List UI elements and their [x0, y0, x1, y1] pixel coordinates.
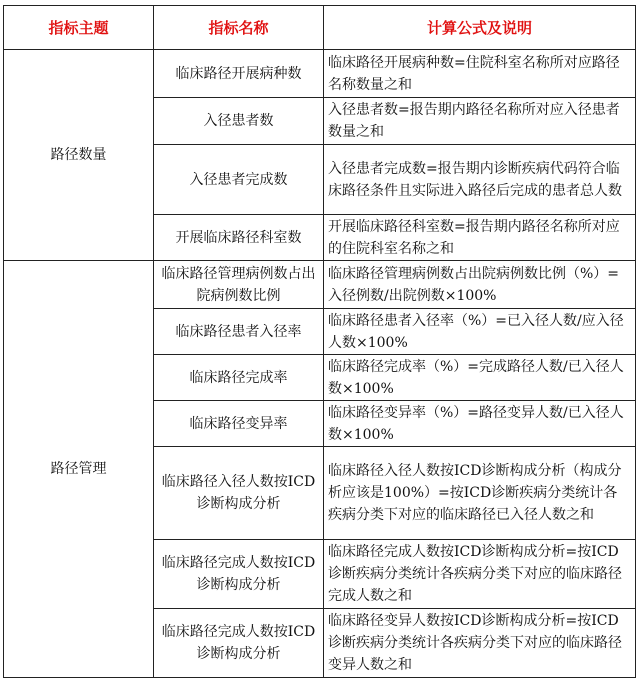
metric-name-cell: 临床路径完成率: [154, 355, 324, 401]
header-topic: 指标主题: [4, 6, 154, 50]
table-row: [4, 50, 636, 98]
topic-cell: 路径数量: [4, 50, 154, 261]
formula-cell: 临床路径患者入径率（%）=已入径人数/应入径人数×100%: [324, 309, 636, 355]
metric-name-cell: 临床路径变异率: [154, 401, 324, 447]
metric-name-cell: 临床路径入径人数按ICD诊断构成分析: [154, 447, 324, 540]
metric-name-cell: 入径患者完成数: [154, 145, 324, 215]
metric-name-cell: 临床路径患者入径率: [154, 309, 324, 355]
formula-cell: 入径患者数=报告期内路径名称所对应入径患者数量之和: [324, 98, 636, 145]
metric-name-cell: 临床路径完成人数按ICD诊断构成分析: [154, 540, 324, 609]
formula-cell: 临床路径开展病种数=住院科室名称所对应路径名称数量之和: [324, 50, 636, 98]
metrics-table: [3, 5, 636, 678]
formula-cell: 入径患者完成数=报告期内诊断疾病代码符合临床路径条件且实际进入路径后完成的患者总人数: [324, 145, 636, 215]
formula-cell: 开展临床路径科室数=报告期内路径名称所对应的住院科室名称之和: [324, 215, 636, 261]
header-formula: 计算公式及说明: [324, 6, 636, 50]
formula-cell: 临床路径变异率（%）=路径变异人数/已入径人数×100%: [324, 401, 636, 447]
formula-cell: 临床路径变异人数按ICD诊断构成分析=按ICD诊断疾病分类统计各疾病分类下对应的临床路径变异人数之和: [324, 609, 636, 678]
formula-cell: 临床路径完成率（%）=完成路径人数/已入径人数×100%: [324, 355, 636, 401]
metric-name-cell: 入径患者数: [154, 98, 324, 145]
header-name: 指标名称: [154, 6, 324, 50]
formula-cell: 临床路径完成人数按ICD诊断构成分析=按ICD诊断疾病分类统计各疾病分类下对应的临床路径完成人数之和: [324, 540, 636, 609]
metric-name-cell: 开展临床路径科室数: [154, 215, 324, 261]
topic-cell: 路径管理: [4, 261, 154, 678]
metric-name-cell: 临床路径管理病例数占出院病例数比例: [154, 261, 324, 309]
table-row: [4, 261, 636, 309]
header-row: [4, 6, 636, 50]
formula-cell: 临床路径管理病例数占出院病例数比例（%）=入径例数/出院例数×100%: [324, 261, 636, 309]
metric-name-cell: 临床路径完成人数按ICD诊断构成分析: [154, 609, 324, 678]
formula-cell: 临床路径入径人数按ICD诊断构成分析（构成分析应该是100%）=按ICD诊断疾病分类统计各疾病分类下对应的临床路径已入径人数之和: [324, 447, 636, 540]
metric-name-cell: 临床路径开展病种数: [154, 50, 324, 98]
